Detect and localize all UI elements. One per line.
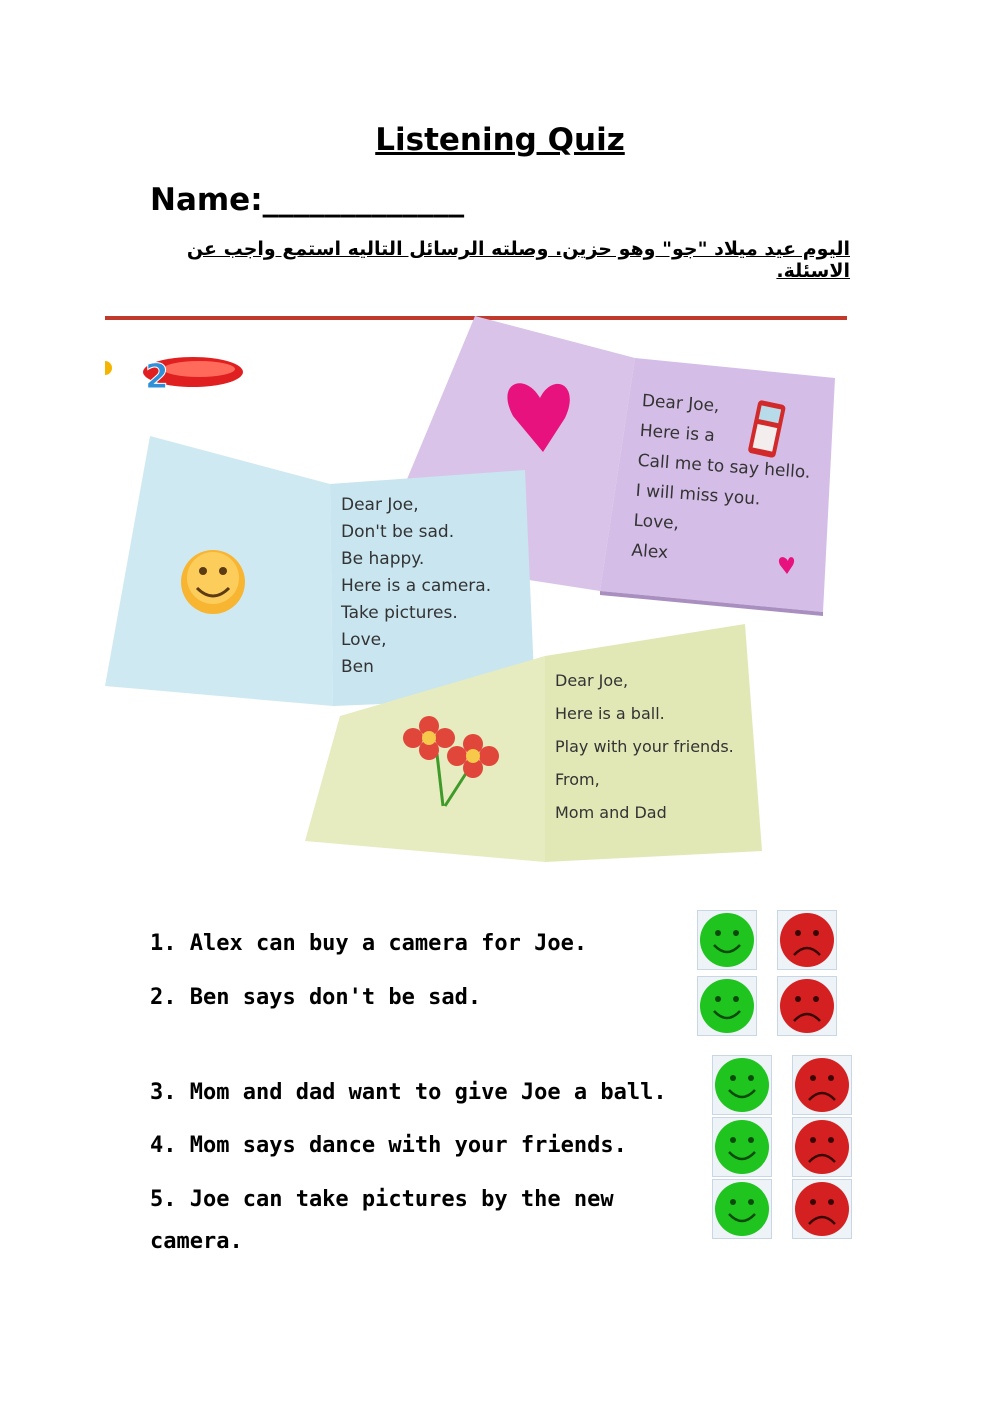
happy-face-icon[interactable] (712, 1117, 772, 1177)
instruction-arabic: اليوم عيد ميلاد "جو" وهو حزين. وصلته الرسائل التاليه استمع واجب عن الاسئلة. (186, 238, 850, 282)
happy-face-icon[interactable] (712, 1055, 772, 1115)
question-3: 3. Mom and dad want to give Joe a ball. (150, 1080, 667, 1105)
card-parents (305, 616, 767, 866)
sad-face-icon[interactable] (792, 1055, 852, 1115)
sad-face-icon[interactable] (792, 1117, 852, 1177)
name-field: Name:_____________ (150, 182, 465, 218)
happy-face-icon[interactable] (712, 1179, 772, 1239)
question-1: 1. Alex can buy a camera for Joe. (150, 931, 588, 956)
badge-number: 2 (145, 357, 169, 396)
sad-face-icon[interactable] (792, 1179, 852, 1239)
page-title: Listening Quiz (375, 122, 625, 158)
question-4: 4. Mom says dance with your friends. (150, 1133, 627, 1158)
card-alex-text: Dear Joe, Here is a Call me to say hello. I will miss you. Love, Alex (630, 390, 812, 564)
lesson-badge (105, 352, 245, 396)
happy-face-icon[interactable] (697, 976, 757, 1036)
question-2: 2. Ben says don't be sad. (150, 985, 482, 1010)
cards-illustration (105, 316, 847, 876)
card-parents-text: Dear Joe, Here is a ball. Play with your friends. From, Mom and Dad (555, 671, 734, 822)
card-ben-text: Dear Joe, Don't be sad. Be happy. Here is a camera. Take pictures. Love, Ben (341, 495, 492, 677)
question-5: 5. Joe can take pictures by the new camera. (150, 1187, 614, 1254)
smiley-icon (181, 550, 245, 614)
sad-face-icon[interactable] (777, 976, 837, 1036)
sad-face-icon[interactable] (777, 910, 837, 970)
happy-face-icon[interactable] (697, 910, 757, 970)
